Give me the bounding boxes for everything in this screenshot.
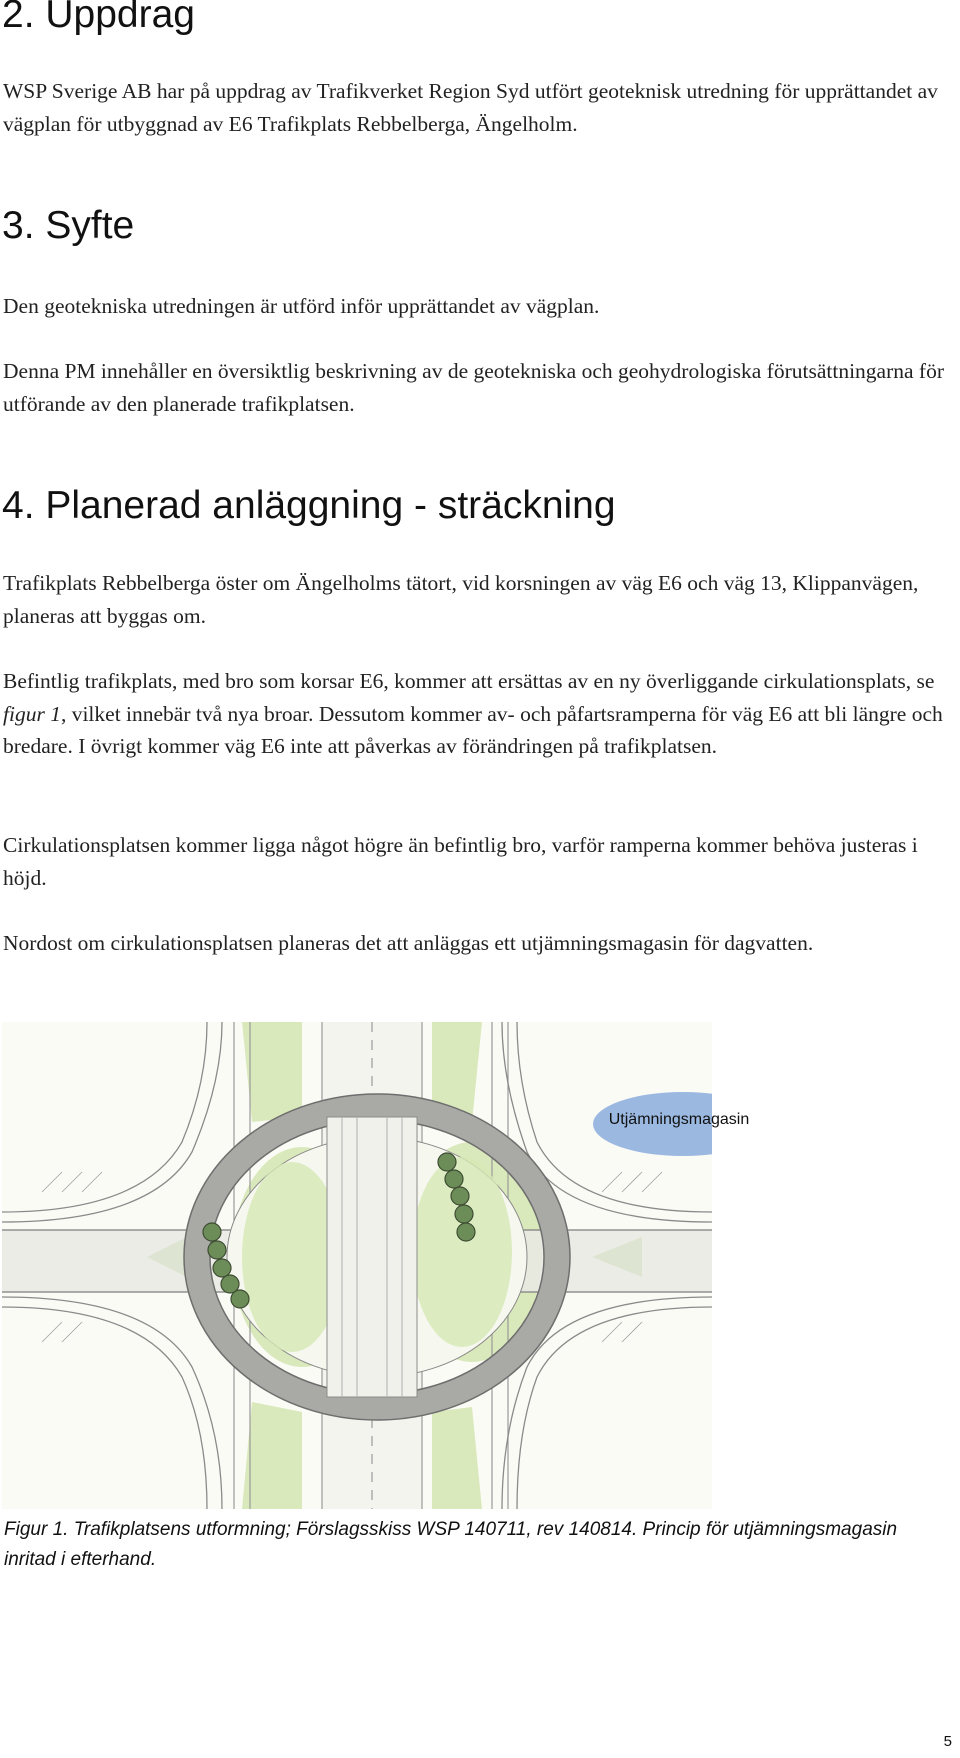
heading-uppdrag: 2. Uppdrag <box>2 0 195 36</box>
page-number: 5 <box>943 1733 952 1750</box>
figure-caption: Figur 1. Trafikplatsens utformning; Förslagsskiss WSP 140711, rev 140814. Princip för utjämningsmagasin inritad i efterhand. <box>4 1519 898 1570</box>
paragraph-syfte-2: Denna PM innehåller en översiktlig beskrivning av de geotekniska och geohydrologiska förutsättningarna för utförande av den planerade trafikplatsen. <box>3 359 944 416</box>
utjamningsmagasin-label: Utjämningsmagasin <box>608 1111 750 1128</box>
paragraph-planerad-1: Trafikplats Rebbelberga öster om Ängelholms tätort, vid korsningen av väg E6 och väg 13, Klippanvägen, planeras att byggas om. <box>3 571 919 628</box>
paragraph-planerad-3: Cirkulationsplatsen kommer ligga något högre än befintlig bro, varför ramperna kommer behöva justeras i höjd. <box>3 833 918 890</box>
paragraph-text: Befintlig trafikplats, med bro som korsar E6, kommer att ersättas av en ny överliggande cirkulationsplats, se <box>3 669 935 693</box>
roundabout-sketch-drawing <box>2 1022 712 1509</box>
paragraph-uppdrag: WSP Sverige AB har på uppdrag av Trafikverket Region Syd utfört geoteknisk utredning för upprättandet av vägplan för utbyggnad av E6 Trafikplats Rebbelberga, Ängelholm. <box>3 79 938 136</box>
paragraph-syfte-1: Den geotekniska utredningen är utförd inför upprättandet av vägplan. <box>3 294 600 318</box>
figure-reference-link: figur 1 <box>3 701 61 726</box>
paragraph-text: , vilket innebär två nya broar. Dessutom kommer av- och påfartsramperna för väg E6 att bli längre och bredare. I övrigt kommer väg E6 inte att påverkas av förändringen på trafikplatsen. <box>3 701 943 758</box>
roundabout-sketch-figure <box>2 1022 712 1509</box>
heading-planerad-anlaggning: 4. Planerad anläggning - sträckning <box>2 484 616 527</box>
paragraph-planerad-4: Nordost om cirkulationsplatsen planeras det att anläggas ett utjämningsmagasin för dagvatten. <box>3 931 814 955</box>
heading-syfte: 3. Syfte <box>2 204 135 247</box>
paragraph-planerad-2 <box>3 665 948 763</box>
